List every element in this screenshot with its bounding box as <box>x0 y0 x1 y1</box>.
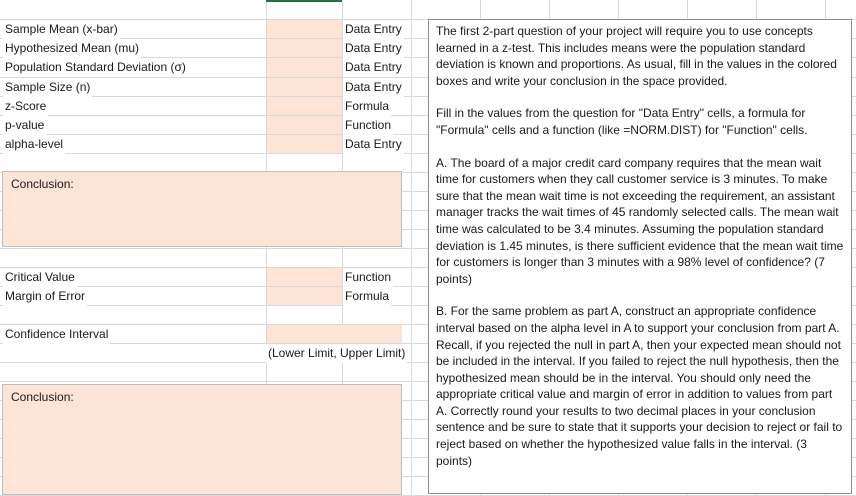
row-label-population-sd: Population Standard Deviation (σ) <box>3 58 188 77</box>
row-label-confidence-interval: Confidence Interval <box>3 325 110 344</box>
row-type-z-score: Formula <box>343 97 391 116</box>
row-label-hypothesized-mean: Hypothesized Mean (mu) <box>3 39 141 58</box>
alpha-level-input[interactable] <box>267 135 342 153</box>
row-type-critical-value: Function <box>343 268 393 287</box>
instructions-part-b: B. For the same problem as part A, construct an appropriate confidence interval based on the alpha level in A to support your conclusion from part A. Recall, if you rejected the null in part A, then your expected mean should not be included in the interval. If you failed to reject the null hypothesis, then the hypothesized mean should be in the interval. You should only need the appropriate critical value and margin of error in addition to values from part A. Correctly round your results to two decimal places in your conclusion sentence and be sure to state that it supports your decision to reject or fail to reject based on whether the hypothesized value falls in the interval. (3 points) <box>436 304 843 468</box>
instructions-intro: The first 2-part question of your project will require you to use concepts learned in a z-test. This includes means were the population standard deviation is known and proportions. As usual, fill in the values in the colored boxes and write your conclusion in the space provided. <box>436 24 837 88</box>
conclusion-box-part-b[interactable] <box>2 384 402 495</box>
conclusion-label-part-a: Conclusion: <box>11 177 74 191</box>
row-label-alpha-level: alpha-level <box>3 135 65 154</box>
row-type-p-value: Function <box>343 116 393 135</box>
row-type-sample-mean: Data Entry <box>343 20 404 39</box>
p-value-input[interactable] <box>267 116 342 134</box>
row-type-margin-of-error: Formula <box>343 287 391 306</box>
sample-mean-input[interactable] <box>267 20 342 38</box>
confidence-interval-hint: (Lower Limit, Upper Limit) <box>266 344 407 363</box>
sample-size-input[interactable] <box>267 78 342 96</box>
row-label-z-score: z-Score <box>3 97 48 116</box>
critical-value-input[interactable] <box>267 268 342 286</box>
row-label-sample-mean: Sample Mean (x-bar) <box>3 20 120 39</box>
row-type-alpha-level: Data Entry <box>343 135 404 154</box>
conclusion-box-part-a[interactable] <box>2 171 402 247</box>
row-label-sample-size: Sample Size (n) <box>3 78 92 97</box>
instructions-cell-types: Fill in the values from the question for "Data Entry" cells, a formula for "Formula" cells and a function (like =NORM.DIST) for "Function" cells. <box>436 106 808 137</box>
instructions-part-a: A. The board of a major credit card company requires that the mean wait time for customers when they call customer service is 3 minutes. To make sure that the mean wait time is not exceeding the requirement, an assistant manager tracks the wait times of 45 randomly selected calls. The mean wait time was calculated to be 3.4 minutes. Assuming the population standard deviation is 1.45 minutes, is there sufficient evidence that the mean wait time for customers is longer than 3 minutes with a 98% level of confidence? (7 points) <box>436 155 844 286</box>
conclusion-label-part-b: Conclusion: <box>11 390 74 404</box>
hypothesized-mean-input[interactable] <box>267 39 342 57</box>
row-type-population-sd: Data Entry <box>343 58 404 77</box>
confidence-interval-input[interactable] <box>267 325 402 343</box>
row-label-p-value: p-value <box>3 116 46 135</box>
z-score-input[interactable] <box>267 97 342 115</box>
row-type-hypothesized-mean: Data Entry <box>343 39 404 58</box>
row-type-sample-size: Data Entry <box>343 78 404 97</box>
selected-column-indicator <box>266 0 342 2</box>
row-label-critical-value: Critical Value <box>3 268 77 287</box>
population-sd-input[interactable] <box>267 58 342 77</box>
row-label-margin-of-error: Margin of Error <box>3 287 87 306</box>
instructions-textbox[interactable] <box>428 19 852 494</box>
margin-of-error-input[interactable] <box>267 287 342 305</box>
